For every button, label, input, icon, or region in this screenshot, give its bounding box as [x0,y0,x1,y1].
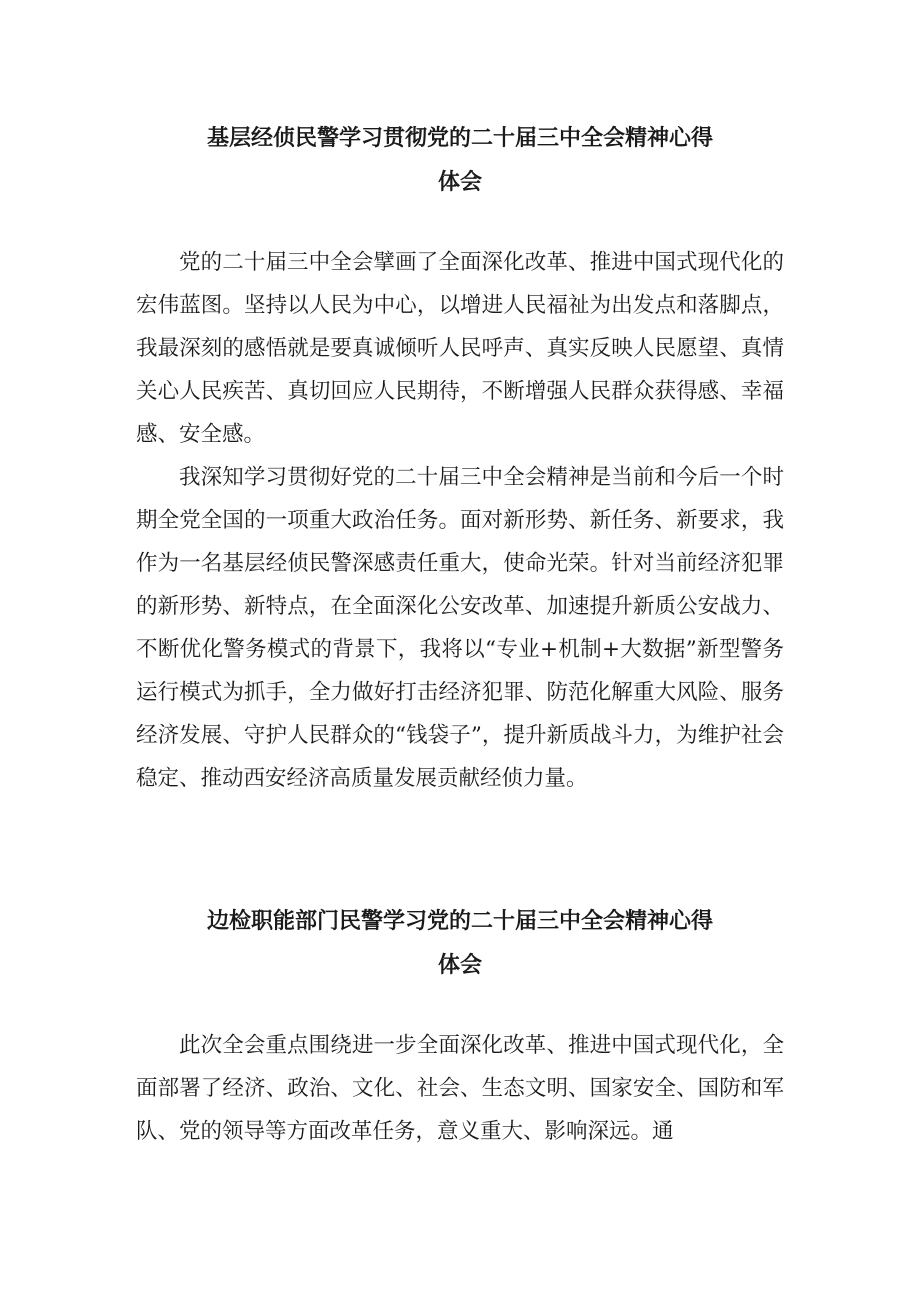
article-1 [136,117,784,800]
article-2 [136,900,784,1153]
article-1-title-line-1: 基层经侦民警学习贯彻党的二十届三中全会精神心得 [206,126,713,151]
article-1-paragraph-2: 我深知学习贯彻好党的二十届三中全会精神是当前和今后一个时期全党全国的一项重大政治任务。面对新形势、新任务、新要求，我作为一名基层经侦民警深感责任重大，使命光荣。针对当前经济犯罪的新形势、新特点，在全面深化公安改革、加速提升新质公安战力、不断优化警务模式的背景下，我将以“专业+机制+大数据”新型警务运行模式为抓手，全力做好打击经济犯罪、防范化解重大风险、服务经济发展、守护人民群众的“钱袋子”，提升新质战斗力，为维护社会稳定、推动西安经济高质量发展贡献经侦力量。 [136,465,784,791]
article-1-title [136,117,784,205]
article-2-title-line-1: 边检职能部门民警学习党的二十届三中全会精神心得 [206,909,713,934]
article-2-title [136,900,784,988]
article-1-title-line-2: 体会 [437,170,482,195]
article-2-paragraph-1: 此次全会重点围绕进一步全面深化改革、推进中国式现代化，全面部署了经济、政治、文化、社会、生态文明、国家安全、国防和军队、党的领导等方面改革任务，意义重大、影响深远。通 [136,1033,784,1144]
article-2-title-line-2: 体会 [437,953,482,978]
article-1-paragraph-1: 党的二十届三中全会擘画了全面深化改革、推进中国式现代化的宏伟蓝图。坚持以人民为中心，以增进人民福祉为出发点和落脚点，我最深刻的感悟就是要真诚倾听人民呼声、真实反映人民愿望、真情关心人民疾苦、真切回应人民期待，不断增强人民群众获得感、幸福感、安全感。 [136,250,784,447]
